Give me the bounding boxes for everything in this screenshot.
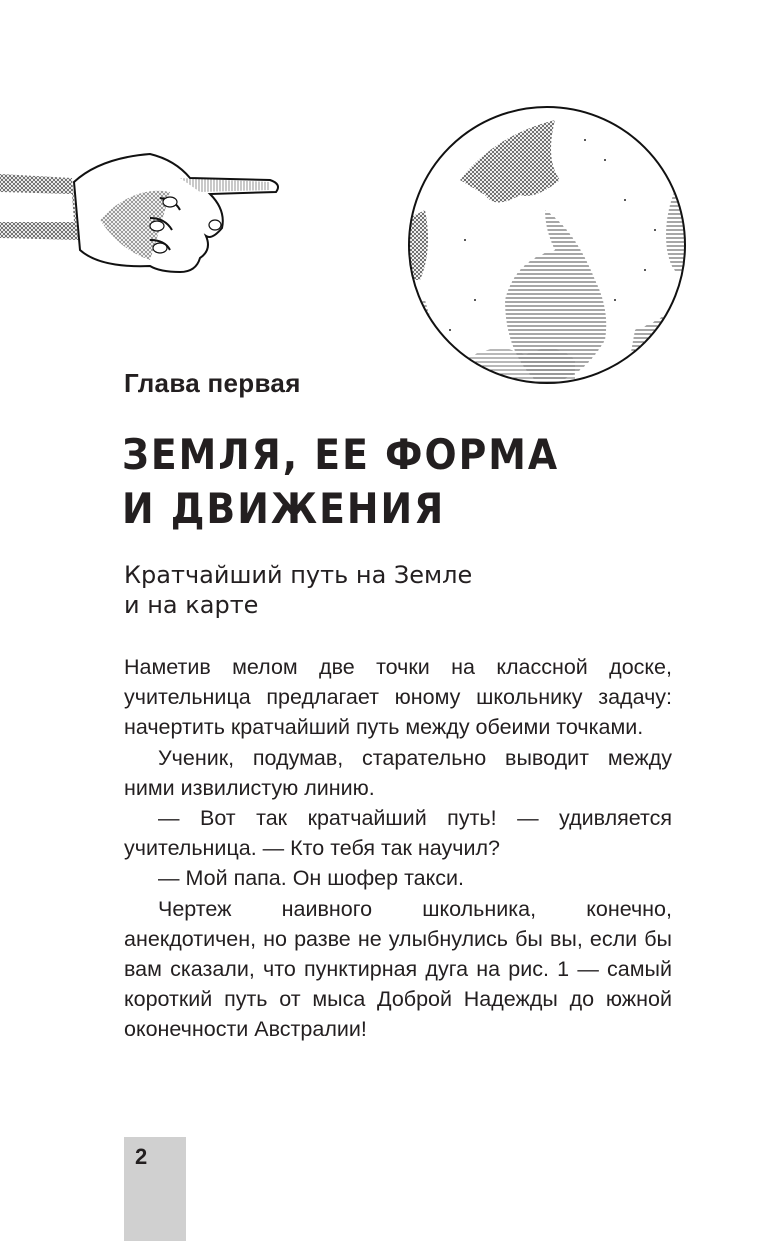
- chapter-label: Глава первая: [124, 368, 301, 398]
- paragraph: — Вот так кратчайший путь! — удивляется учительница. — Кто тебя так научил?: [124, 806, 672, 861]
- page-number-tab: [124, 1137, 186, 1241]
- page-number: 2: [135, 1144, 148, 1169]
- body-text: [124, 652, 672, 1045]
- chapter-title: [122, 428, 682, 536]
- chapter-title-line: ЗЕМЛЯ, ЕЕ ФОРМА: [122, 430, 560, 479]
- section-title-line: Кратчайший путь на Земле: [124, 561, 473, 589]
- pointing-hand-icon: [0, 150, 290, 290]
- paragraph: — Мой папа. Он шофер такси.: [158, 866, 465, 891]
- chapter-title-line: И ДВИЖЕНИЯ: [122, 484, 446, 533]
- globe-icon: [405, 100, 690, 385]
- section-title-line: и на карте: [124, 591, 259, 619]
- paragraph: Чертеж наивного школьника, конечно, анекдотичен, но разве не улыбнулись бы вы, если бы вам сказали, что пунктирная дуга на рис. 1 — самый короткий путь от мыса Доброй Надежды до южной оконечности Австралии!: [124, 896, 672, 1042]
- paragraph: Ученик, подумав, старательно выводит между ними извилистую линию.: [124, 745, 672, 800]
- paragraph: Наметив мелом две точки на классной доске, учительница предлагает юному школьнику задачу: начертить кратчайший путь между обеими точками.: [124, 655, 672, 740]
- section-title: [124, 560, 684, 620]
